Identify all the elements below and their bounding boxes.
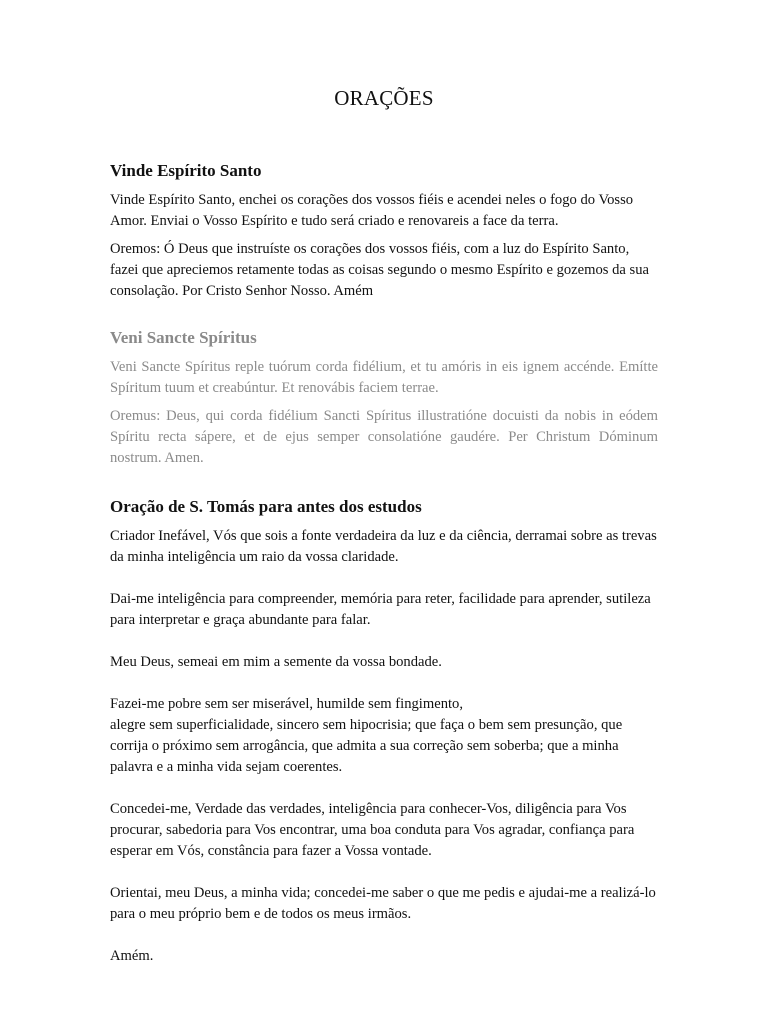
section-veni-sancte-spiritus	[110, 327, 658, 476]
section-heading: Vinde Espírito Santo	[110, 161, 262, 180]
paragraph: Fazei-me pobre sem ser miserável, humilde sem fingimento,	[110, 696, 463, 712]
paragraph: Oremos: Ó Deus que instruíste os corações dos vossos fiéis, com a luz do Espírito Santo, fazei que apreciemos retamente todas as coisas segundo o mesmo Espírito e gozemos da sua consolação. Por Cristo Senhor Nosso. Amém	[110, 241, 649, 299]
paragraph: Vinde Espírito Santo, enchei os corações dos vossos fiéis e acendei neles o fogo do Vosso Amor. Enviai o Vosso Espírito e tudo será criado e renovareis a face da terra.	[110, 192, 634, 229]
document-title: ORAÇÕES	[334, 86, 434, 110]
section-heading: Veni Sancte Spíritus	[110, 328, 257, 347]
paragraph: Dai-me inteligência para compreender, memória para reter, facilidade para aprender, sutileza para interpretar e graça abundante para falar.	[110, 591, 651, 628]
section-vinde-espirito-santo	[110, 160, 658, 309]
paragraph: Orientai, meu Deus, a minha vida; concedei-me saber o que me pedis e ajudai-me a realizá-lo para o meu próprio bem e de todos os meus irmãos.	[110, 885, 656, 922]
paragraph: Criador Inefável, Vós que sois a fonte verdadeira da luz e da ciência, derramai sobre as trevas da minha inteligência um raio da vossa claridade.	[110, 528, 657, 565]
paragraph: Meu Deus, semeai em mim a semente da vossa bondade.	[110, 654, 442, 670]
paragraph: Concedei-me, Verdade das verdades, inteligência para conhecer-Vos, diligência para Vos procurar, sabedoria para Vos encontrar, uma boa conduta para Vos agradar, confiança para esperar em Vós, constância para fazer a Vossa vontade.	[110, 801, 635, 859]
section-heading: Oração de S. Tomás para antes dos estudos	[110, 497, 422, 516]
section-oracao-sao-tomas	[110, 496, 658, 988]
paragraph: Amém.	[110, 948, 154, 964]
paragraph: Oremus: Deus, qui corda fidélium Sancti Spíritus illustratióne docuisti da nobis in eódem Spíritu recta sápere, et de ejus semper consolatióne gaudére. Per Christum Dóminum nostrum. Amen.	[110, 408, 658, 466]
paragraph: alegre sem superficialidade, sincero sem hipocrisia; que faça o bem sem presunção, que corrija o próximo sem arrogância, que admita a sua correção sem soberba; que a minha palavra e a minha vida sejam coerentes.	[110, 717, 623, 775]
paragraph: Veni Sancte Spíritus reple tuórum corda fidélium, et tu amóris in eis ignem accénde. Emítte Spíritum tuum et creabúntur. Et renovábis faciem terrae.	[110, 359, 658, 396]
